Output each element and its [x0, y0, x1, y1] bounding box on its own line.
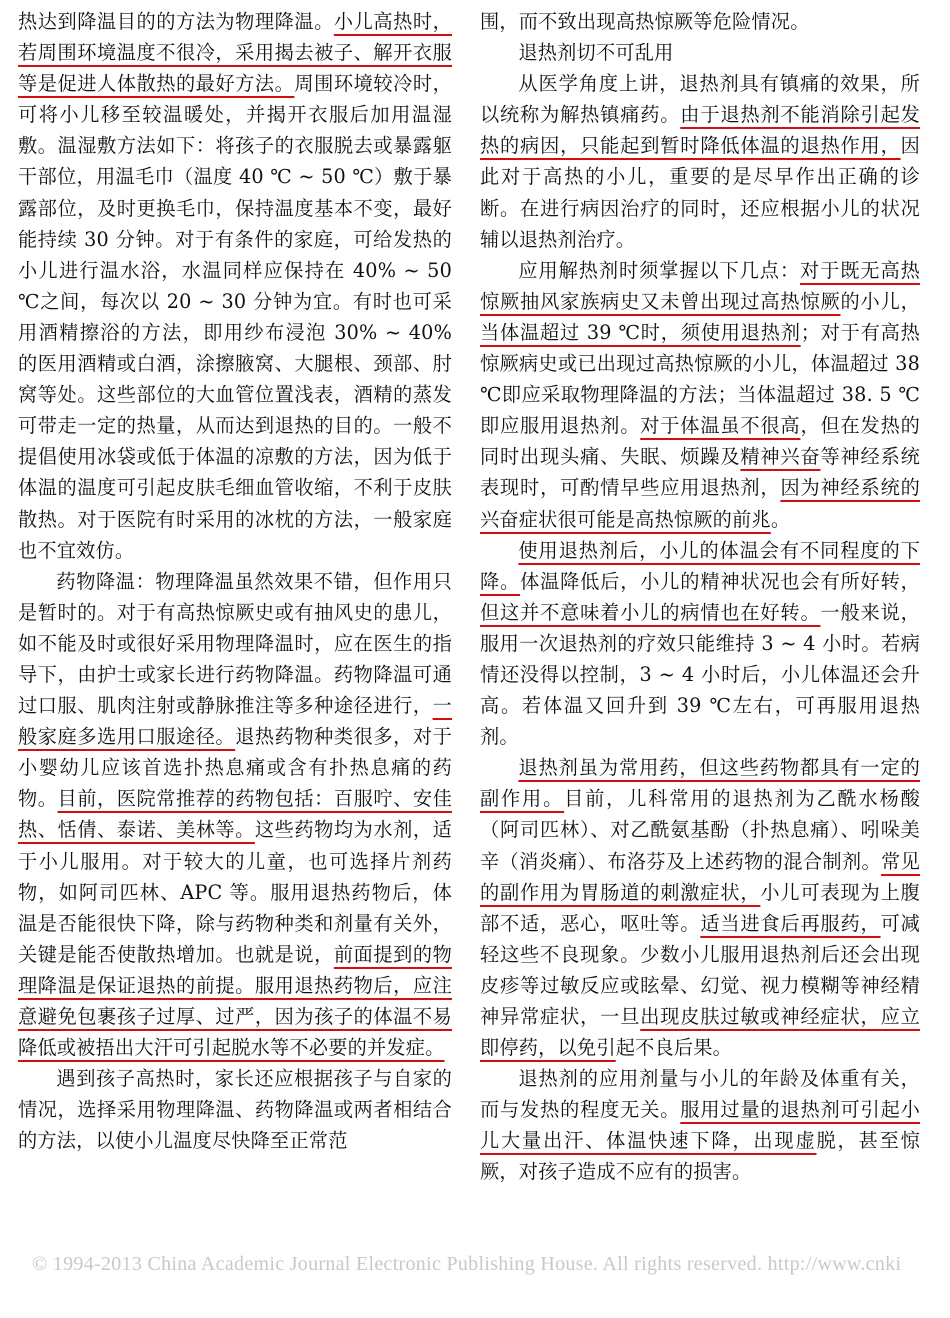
underlined-text: 目前，医院常推荐的药物包括：百服咛、安佳热、恬倩、泰诺、美林等。	[18, 787, 453, 842]
paragraph-after-use	[480, 535, 920, 753]
text-span: 的小儿，	[840, 289, 920, 313]
right-column	[480, 6, 920, 1188]
text-span: 遇到孩子高热时，家长还应根据孩子与自家的情况，选择采用物理降温、药物降温或两者相结合的方法，以使小儿温度尽快降至正常范	[18, 1067, 452, 1153]
copyright-watermark: © 1994-2013 China Academic Journal Electronic Publishing House. All rights reserved. http://www.cnki	[32, 1253, 902, 1275]
underlined-text: 因为神经系统的兴奋症状很可能是高热惊厥的前兆	[480, 476, 920, 531]
left-column	[18, 6, 452, 1156]
underlined-text: 出现皮肤过敏或神经症状，应立即停药，以免引	[480, 1005, 920, 1060]
underlined-text: 小儿高热时，若周围环境温度不很冷，采用揭去被子、解开衣服等是促进人体散热的最好方法。	[18, 10, 452, 96]
underlined-text: 对于体温虽不很高	[640, 414, 801, 438]
underlined-text: 服用过量的退热剂可引起小儿大量出汗、体温快速下降，出现虚	[480, 1098, 921, 1153]
underlined-text: 适当进食后再服药，	[700, 911, 881, 935]
text-span: ；对于有高热惊厥病史或已出现过高热惊厥的小儿，体温超过 38 ℃即应采取物理降温的方法；当体温超过 38. 5 ℃即应服用退热剂。	[480, 320, 920, 438]
paragraph-usage-points	[480, 255, 920, 535]
paragraph-continuation	[480, 6, 920, 37]
paragraph-medical-view	[480, 68, 920, 255]
underlined-text: 常见的副作用为胃肠道的刺激症状，	[480, 849, 920, 904]
paragraph-side-effects	[480, 752, 920, 1063]
text-span: 药物降温：物理降温虽然效果不错，但作用只是暂时的。对于有高热惊厥史或有抽风史的患儿，如不能及时或很好采用物理降温时，应在医生的指导下，由护士或家长进行药物降温。药物降温可通过口服、肌肉注射或静脉推注等多种途径进行，	[18, 569, 452, 718]
underlined-text: 使用退热剂后，小儿的体温会有不同程度的下降。	[480, 538, 920, 593]
text-span: 目前，儿科常用的退热剂为乙酰水杨酸（阿司匹林）、对乙酰氨基酚（扑热息痛）、吲哚美辛（消炎痛）、布洛芬及上述药物的混合制剂。	[480, 787, 920, 873]
text-span: 可减轻这些不良现象。少数小儿服用退热剂后还会出现皮疹等过敏反应或眩晕、幻觉、视力模糊等神经精神异常症状，一旦	[480, 911, 920, 1028]
underlined-text: 精神兴奋	[740, 445, 821, 469]
text-span: 周围环境较冷时，可将小儿移至较温暖处，并揭开衣服后加用温湿敷。温湿敷方法如下：将孩子的衣服脱去或暴露躯干部位，用温毛巾（温度 40 ℃ ~ 50 ℃）敷于暴露部位，及时更换毛巾，保持温度基本不变，最好能持续 30 分钟。对于有条件的家庭，可给发热的小儿进行温水浴，水温同样应保持在 40% ~ 50 ℃之间，每次以 20 ~ 30 分钟为宜。有时也可采用酒精擦浴的方法，即用纱布浸泡 30% ~ 40% 的医用酒精或白酒，涂擦腋窝、大腿根、颈部、肘窝等处。这些部位的大血管位置浅表，酒精的蒸发可带走一定的热量，从而达到退热的目的。一般不提倡使用冰袋或低于体温的凉敷的方法，因为低于体温的温度可引起皮肤毛细血管收缩，不利于皮肤散热。对于医院有时采用的冰枕的方法，一般家庭也不宜效仿。	[18, 72, 452, 562]
underlined-text: 由于退热剂不能消除引起发热的病因，只能起到暂时降低体温的退热作用，	[480, 103, 921, 158]
text-span: 脱，甚至惊厥，对孩子造成不应有的损害。	[480, 1129, 921, 1184]
section-title: 退热剂切不可乱用	[518, 41, 674, 65]
underlined-text: 退热剂虽为常用药，但这些药物都具有一定的副作用。	[480, 756, 920, 811]
text-span: 起不良后果。	[615, 1036, 733, 1060]
paragraph-drug-cooling	[18, 566, 452, 1064]
text-span: 一般来说，服用一次退热剂的疗效只能维持 3 ~ 4 小时。若病情还没得以控制，3 ~ 4 小时后，小儿体温还会升高。若体温又回升到 39 ℃左右，可再服用退热剂。	[480, 600, 921, 749]
underlined-text: 但这并不意味着小儿的病情也在好转。	[480, 600, 821, 624]
underlined-text: 一般家庭多选用口服途径。	[18, 694, 452, 749]
text-span: 退热药物种类很多，对于小婴幼儿应该首选扑热息痛或含有扑热息痛的药物。	[18, 725, 453, 811]
paragraph-dosage	[480, 1063, 920, 1187]
text-span: 应用解热剂时须掌握以下几点：	[518, 258, 801, 282]
text-span: 从医学角度上讲，退热剂具有镇痛的效果，所以统称为解热镇痛药。	[480, 72, 920, 127]
paragraph-high-fever	[18, 1063, 452, 1156]
text-span: 退热剂的应用剂量与小儿的年龄及体重有关，而与发热的程度无关。	[480, 1067, 920, 1122]
text-span: 热达到降温目的的方法为物理降温。	[18, 10, 334, 33]
underlined-text: 对于既无高热惊厥抽风家族病史又未曾出现过高热惊厥	[480, 258, 920, 313]
underlined-text: 前面提到的物理降温是保证退热的前提。	[18, 942, 452, 997]
text-span: 等神经系统表现时，可酌情早些应用退热剂，	[480, 445, 920, 500]
paragraph-physical-cooling	[18, 6, 452, 566]
text-span: 围，而不致出现高热惊厥等危险情况。	[480, 10, 810, 33]
text-span: 小儿可表现为上腹部不适，恶心，呕吐等。	[480, 880, 920, 935]
text-span: 体温降低后，小儿的精神状况也会有所好转，	[520, 569, 920, 593]
underlined-text: 当体温超过 39 ℃时，须使用退热剂	[480, 320, 801, 344]
text-span: ，但在发热的同时出现头痛、失眠、烦躁及	[480, 414, 920, 469]
text-span: 因此对于高热的小儿，重要的是尽早作出正确的诊断。在进行病因治疗的同时，还应根据小儿的状况辅以退热剂治疗。	[480, 134, 920, 251]
text-span: 。	[770, 507, 791, 531]
underlined-text: 服用退热药物后，应注意避免包裹孩子过厚、过严，因为孩子的体温不易降低或被捂出大汗可引起脱水等不必要的并发症。	[18, 973, 452, 1060]
text-span: 这些药物均为水剂，适于小儿服用。对于较大的儿童，也可选择片剂药物，如阿司匹林、APC 等。服用退热药物后，体温是否能很快下降，除与药物种类和剂量有关外，关键是能否使散热增加。也就是说，	[18, 818, 452, 966]
